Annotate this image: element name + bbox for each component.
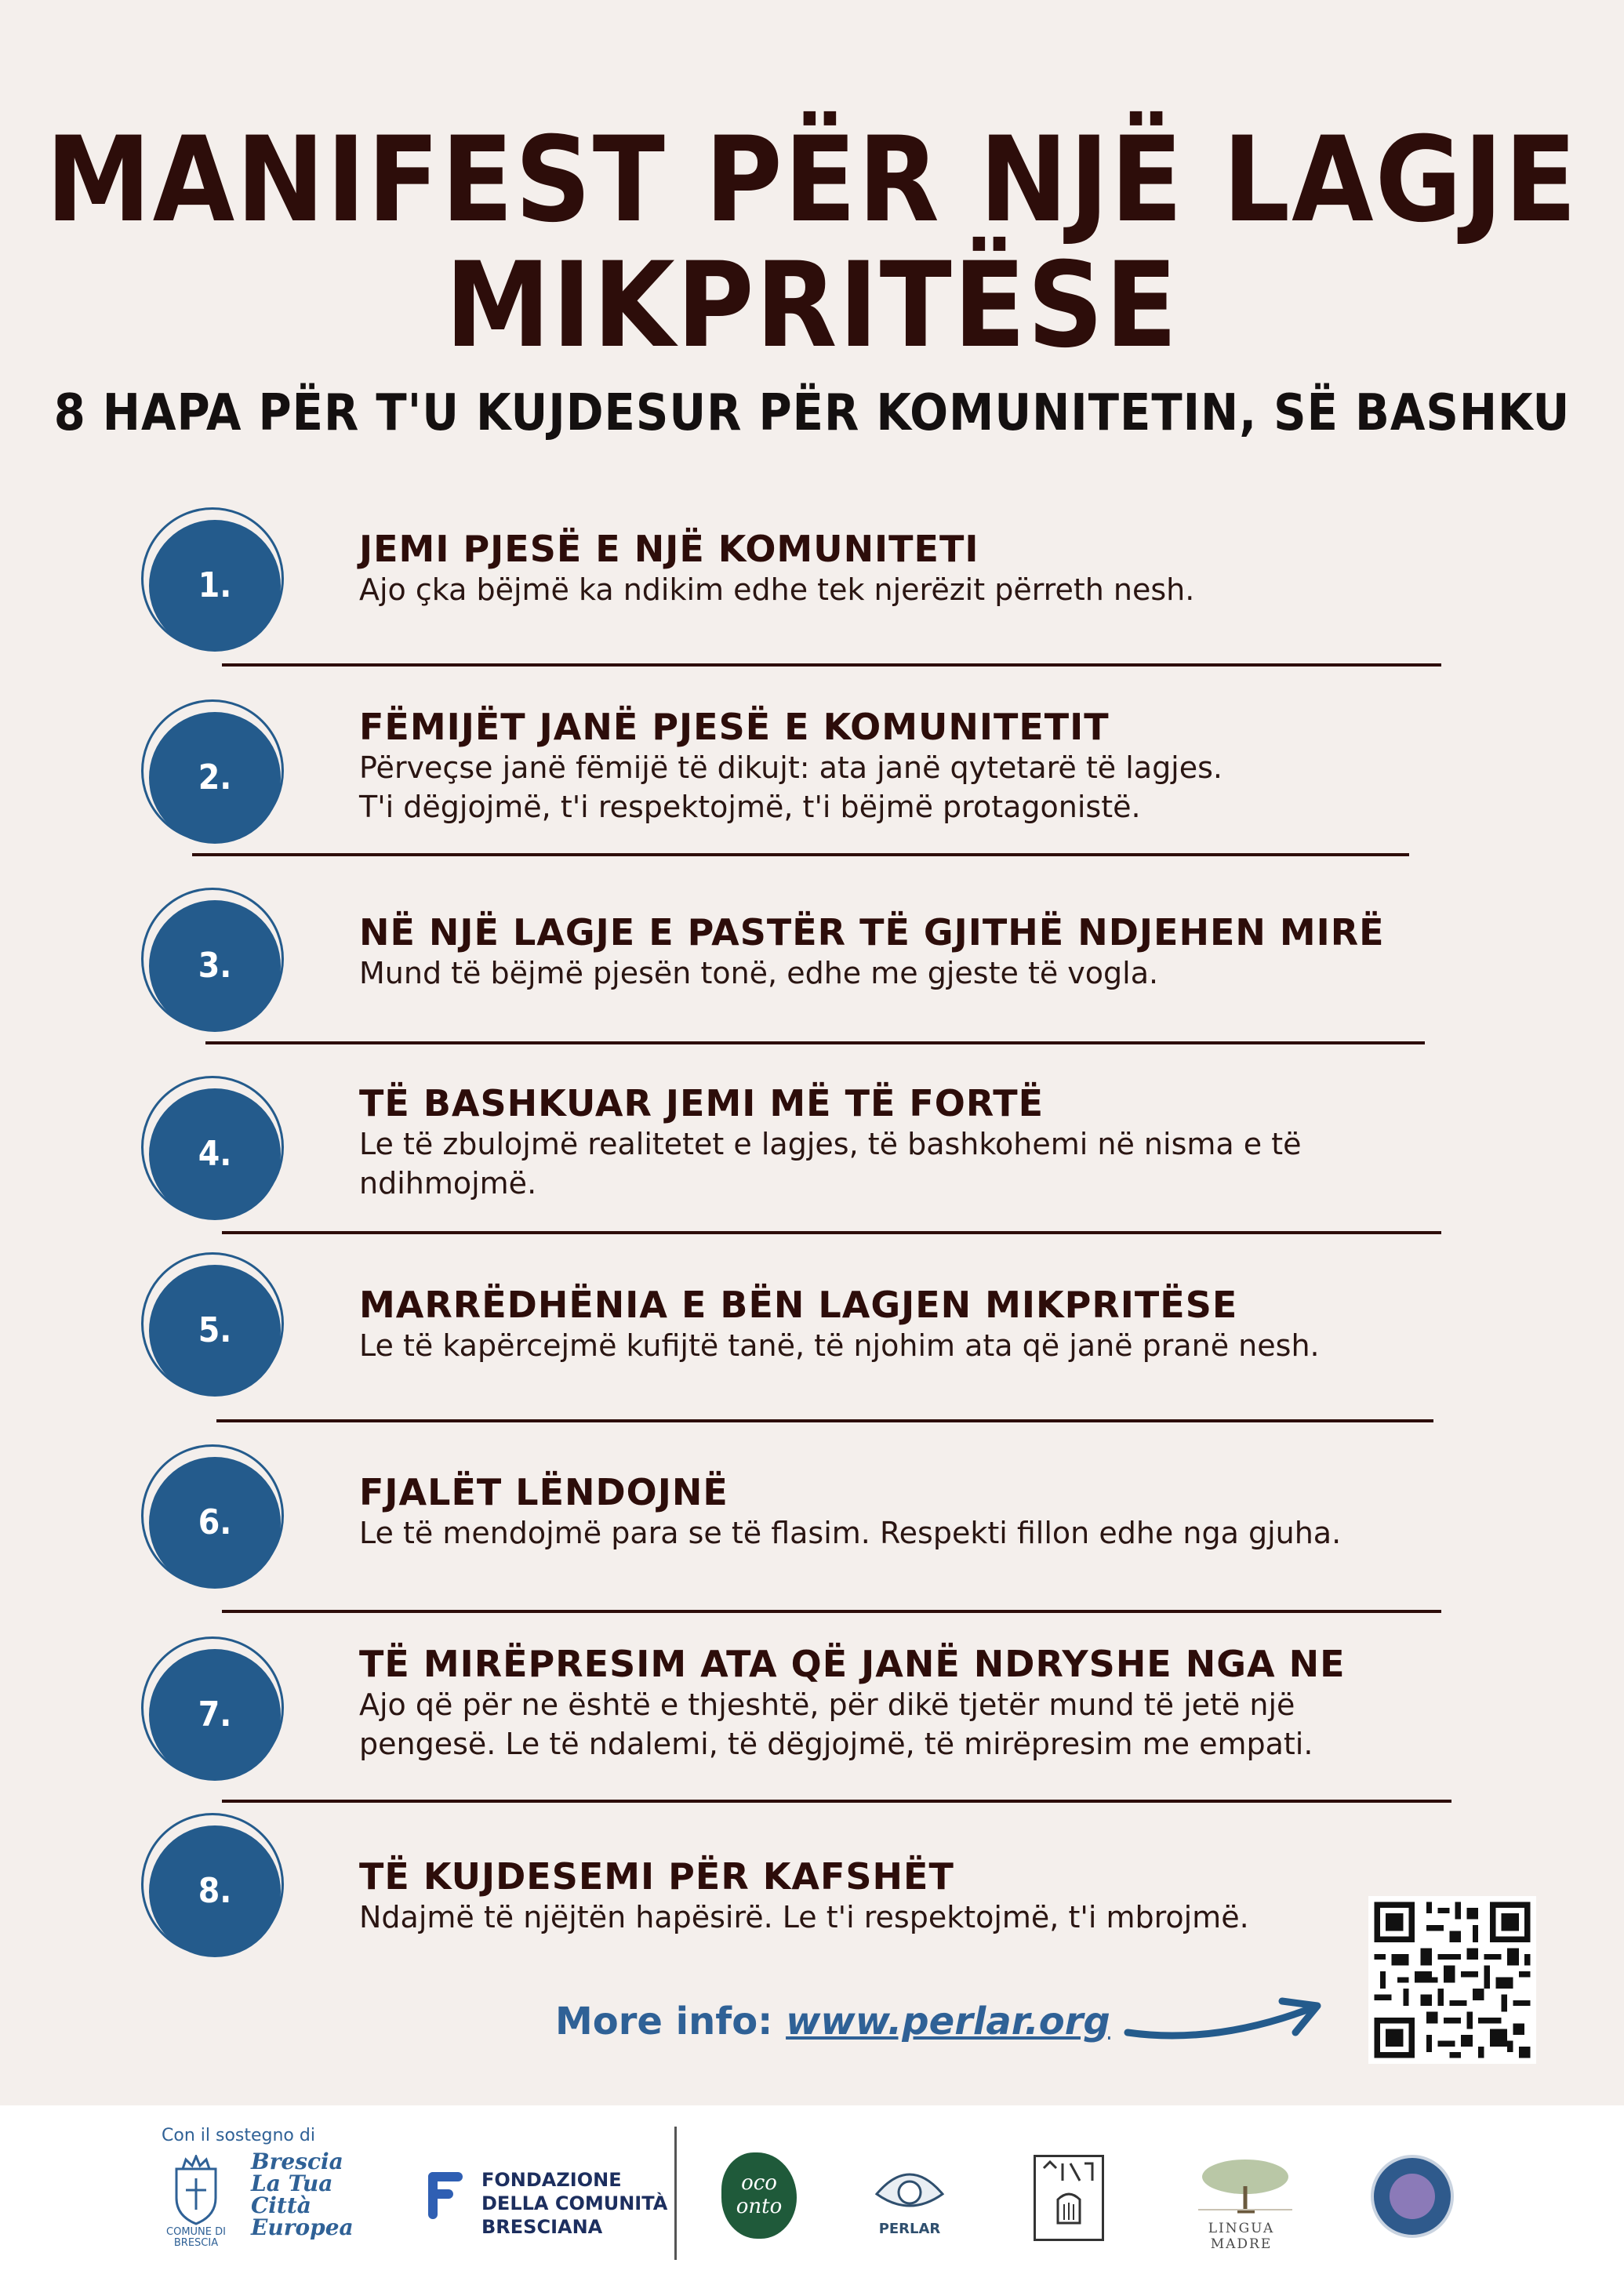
brescia-city-line: La Tua Città [251, 2170, 333, 2218]
step-description-line: Le të kapërcejmë kufijtë tanë, të njohim ata që janë pranë nesh. [359, 1328, 1320, 1363]
fondazione-logo-mark [422, 2166, 469, 2229]
step-2 [0, 706, 1624, 863]
step-number: 6. [198, 1502, 232, 1542]
step-description-line: Ajo që për ne është e thjeshtë, për dikë tjetër mund të jetë një [359, 1687, 1295, 1722]
step-description-line: Përveçse janë fëmijë të dikujt: ata janë qytetarë të lagjes. [359, 750, 1223, 785]
step-3 [0, 894, 1624, 1051]
step-6 [0, 1451, 1624, 1607]
step-number: 5. [198, 1310, 232, 1350]
step-title: NË NJË LAGJE E PASTËR TË GJITHË NDJEHEN MIRË [359, 911, 1385, 954]
brescia-city-line: Europea [251, 2214, 354, 2240]
step-description-line: Ajo çka bëjmë ka ndikim edhe tek njerëzit përreth nesh. [359, 572, 1195, 607]
step-title: MARRËDHËNIA E BËN LAGJEN MIKPRITËSE [359, 1284, 1238, 1326]
poco-line: oco [741, 2171, 777, 2195]
support-label: Con il sostegno di [162, 2126, 315, 2145]
step-1 [0, 514, 1624, 670]
step-number: 7. [198, 1695, 232, 1735]
footer-separator [674, 2127, 677, 2260]
fondazione-line: FONDAZIONE [481, 2169, 622, 2191]
fondazione-line: BRESCIANA [481, 2216, 603, 2238]
association-round-logo [1371, 2155, 1454, 2238]
step-description-line: pengesë. Le të ndalemi, të dëgjojmë, të mirëpresim me empati. [359, 1727, 1313, 1761]
step-4 [0, 1082, 1624, 1239]
shield-icon [169, 2155, 223, 2227]
divider [222, 1610, 1441, 1613]
step-description-line: Mund të bëjmë pjesën tonë, edhe me gjeste të vogla. [359, 956, 1159, 990]
page-title-line1: MANIFEST PËR NJË LAGJE [45, 112, 1579, 249]
divider [222, 1231, 1441, 1234]
step-number: 8. [198, 1871, 232, 1911]
arrow-right-icon [1121, 1984, 1333, 2054]
divider [192, 853, 1409, 856]
page-title-line2: MIKPRITËSE [445, 238, 1179, 374]
qr-code[interactable] [1368, 1896, 1536, 2064]
lingua-madre-logo [1183, 2155, 1300, 2252]
step-5 [0, 1259, 1624, 1415]
step-description-line: Ndajmë të njëjtën hapësirë. Le t'i respektojmë, t'i mbrojmë. [359, 1900, 1249, 1934]
step-title: TË KUJDESEMI PËR KAFSHËT [359, 1855, 954, 1898]
fondazione-f-icon [422, 2166, 469, 2229]
perlar-label: PERLAR [878, 2221, 941, 2237]
website-link[interactable]: www.perlar.org [786, 2000, 1110, 2043]
perlar-logo [870, 2163, 949, 2249]
fondazione-logo-text [481, 2168, 667, 2239]
step-title: TË MIRËPRESIM ATA QË JANË NDRYSHE NGA NE [359, 1643, 1346, 1685]
hand-drawn-mark-icon [1036, 2157, 1102, 2239]
brescia-city-logo [251, 2151, 361, 2239]
poco-conto-logo [721, 2152, 797, 2239]
tree-icon [1183, 2155, 1300, 2218]
divider [216, 1419, 1433, 1422]
divider [205, 1041, 1425, 1044]
poco-line: onto [736, 2195, 783, 2218]
step-title: FJALËT LËNDOJNË [359, 1471, 728, 1513]
more-info [555, 2000, 1110, 2043]
step-number: 1. [198, 565, 232, 605]
fondazione-line: DELLA COMUNITÀ [481, 2192, 668, 2214]
step-title: FËMIJËT JANË PJESË E KOMUNITETIT [359, 706, 1110, 748]
brescia-crest-logo [166, 2155, 226, 2249]
step-description-line: Le të zbulojmë realitetet e lagjes, të bashkohemi në nisma e të [359, 1127, 1302, 1161]
step-number: 2. [198, 757, 232, 797]
oyster-pearl-icon [870, 2163, 949, 2218]
divider [222, 663, 1441, 667]
manifattura-logo [1034, 2155, 1104, 2241]
step-title: JEMI PJESË E NJË KOMUNITETI [359, 528, 979, 570]
brescia-comune-label: COMUNE DI BRESCIA [166, 2226, 226, 2249]
more-info-label: More info: [555, 2000, 787, 2043]
step-description-line: Le të mendojmë para se të flasim. Respekti fillon edhe nga gjuha. [359, 1516, 1342, 1550]
divider [222, 1800, 1451, 1803]
lingua-madre-label: LINGUA MADRE [1208, 2221, 1275, 2252]
page-subtitle: 8 HAPA PËR T'U KUJDESUR PËR KOMUNITETIN, SË BASHKU [53, 384, 1571, 442]
brescia-city-line: Brescia [251, 2149, 343, 2174]
step-number: 4. [198, 1134, 232, 1174]
round-logo-center-icon [1390, 2174, 1435, 2219]
step-description-line: T'i dëgjojmë, t'i respektojmë, t'i bëjmë protagonistë. [359, 790, 1141, 824]
step-7 [0, 1643, 1624, 1800]
step-number: 3. [198, 946, 232, 986]
step-description-line: ndihmojmë. [359, 1166, 537, 1201]
step-title: TË BASHKUAR JEMI MË TË FORTË [359, 1082, 1045, 1124]
